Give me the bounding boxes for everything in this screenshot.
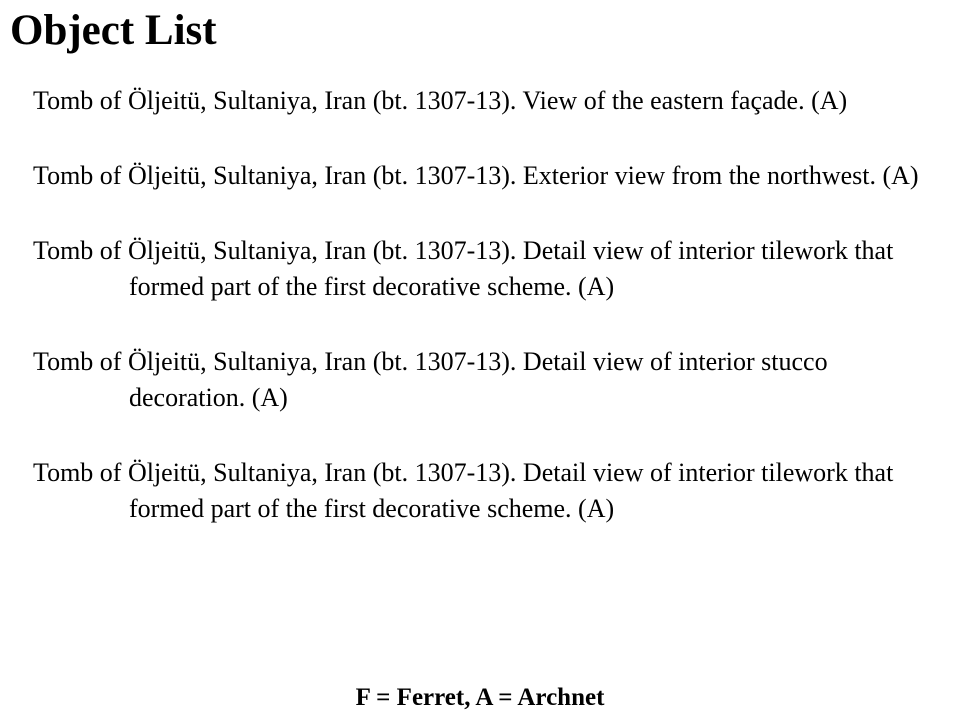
object-entry-3: Tomb of Öljeitü, Sultaniya, Iran (bt. 1307-13). Detail view of interior tilework that formed part of the first decorative scheme. (A): [33, 236, 894, 301]
slide-title: Object List: [10, 7, 217, 54]
object-entry-4: Tomb of Öljeitü, Sultaniya, Iran (bt. 1307-13). Detail view of interior stucco decoration. (A): [33, 347, 828, 412]
object-entry-5: Tomb of Öljeitü, Sultaniya, Iran (bt. 1307-13). Detail view of interior tilework that formed part of the first decorative scheme. (A): [33, 458, 894, 523]
object-list: [33, 83, 933, 566]
source-legend: F = Ferret, A = Archnet: [355, 684, 605, 711]
object-entry-2: Tomb of Öljeitü, Sultaniya, Iran (bt. 1307-13). Exterior view from the northwest. (A): [33, 161, 919, 190]
object-entry-1: Tomb of Öljeitü, Sultaniya, Iran (bt. 1307-13). View of the eastern façade. (A): [33, 86, 848, 115]
